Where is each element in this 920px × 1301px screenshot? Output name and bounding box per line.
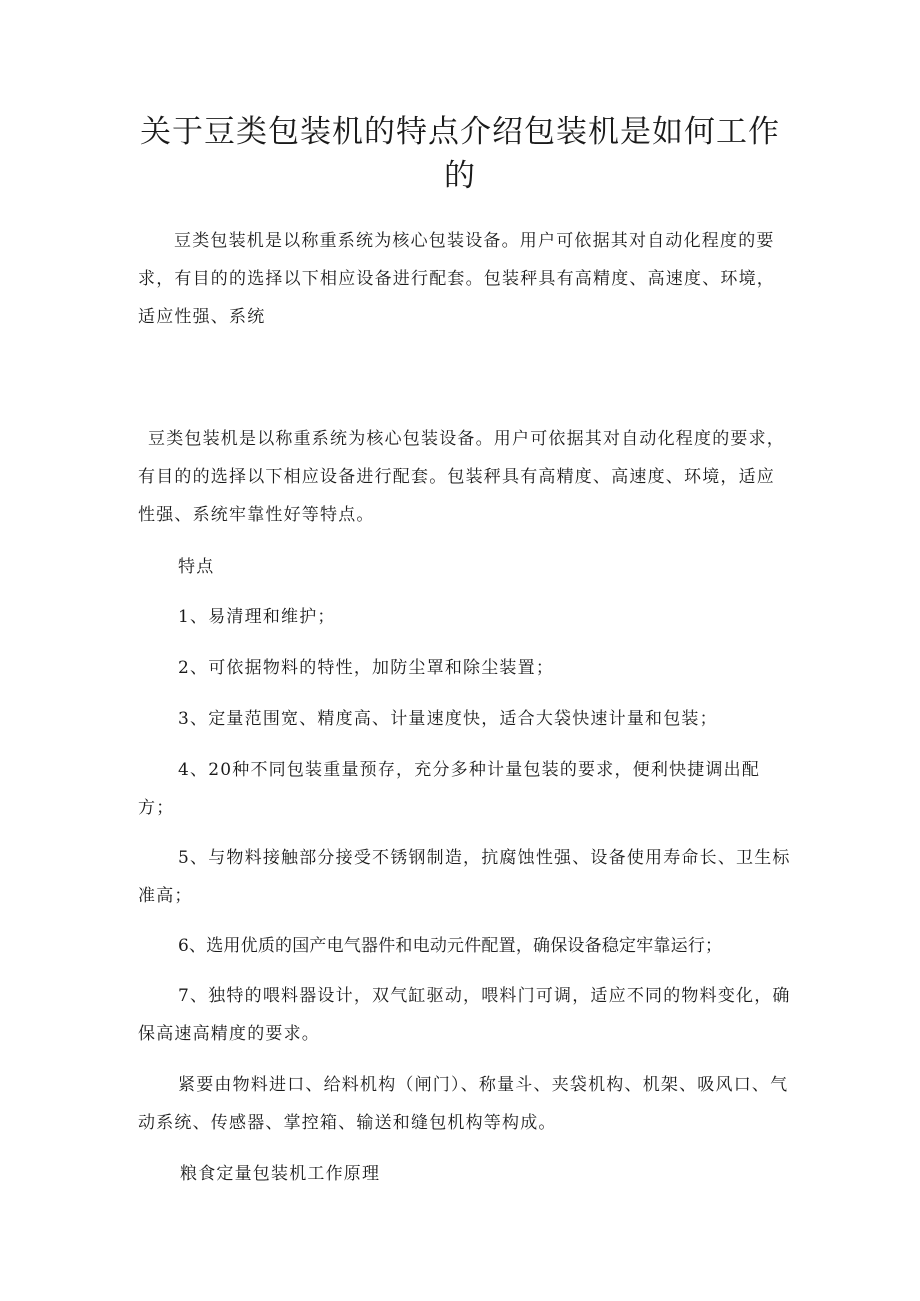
feature-item: 1、易清理和维护； (178, 607, 336, 627)
feature-item: 5、与物料接触部分接受不锈钢制造，抗腐蚀性强、设备使用寿命长、卫生标准高； (138, 848, 791, 906)
body-paragraph: 豆类包装机是以称重系统为核心包装设备。用户可依据其对自动化程度的要求，有目的的选择以下相应设备进行配套。包装秤具有高精度、高速度、环境，适应性强、系统牢靠性好等特点。 (138, 429, 785, 525)
feature-item: 3、定量范围宽、精度高、计量速度快，适合大袋快速计量和包装； (178, 709, 718, 729)
composition-paragraph: 紧要由物料进口、给料机构（闸门）、称量斗、夹袋机构、机架、吸风口、气动系统、传感器、掌控箱、输送和缝包机构等构成。 (138, 1075, 789, 1133)
feature-item: 4、20种不同包装重量预存，充分多种计量包装的要求，便利快捷调出配方； (138, 760, 761, 818)
principle-heading: 粮食定量包装机工作原理 (180, 1164, 381, 1184)
document-title: 关于豆类包装机的特点介绍包装机是如何工作的 (140, 114, 780, 194)
feature-item: 6、选用优质的国产电气器件和电动元件配置，确保设备稳定牢靠运行； (178, 936, 723, 956)
feature-item: 7、独特的喂料器设计，双气缸驱动，喂料门可调，适应不同的物料变化，确保高速高精度的要求。 (138, 986, 791, 1044)
intro-paragraph: 豆类包装机是以称重系统为核心包装设备。用户可依据其对自动化程度的要求，有目的的选择以下相应设备进行配套。包装秤具有高精度、高速度、环境，适应性强、系统 (138, 231, 775, 327)
features-heading: 特点 (178, 557, 215, 577)
feature-item: 2、可依据物料的特性，加防尘罩和除尘装置； (178, 658, 555, 678)
